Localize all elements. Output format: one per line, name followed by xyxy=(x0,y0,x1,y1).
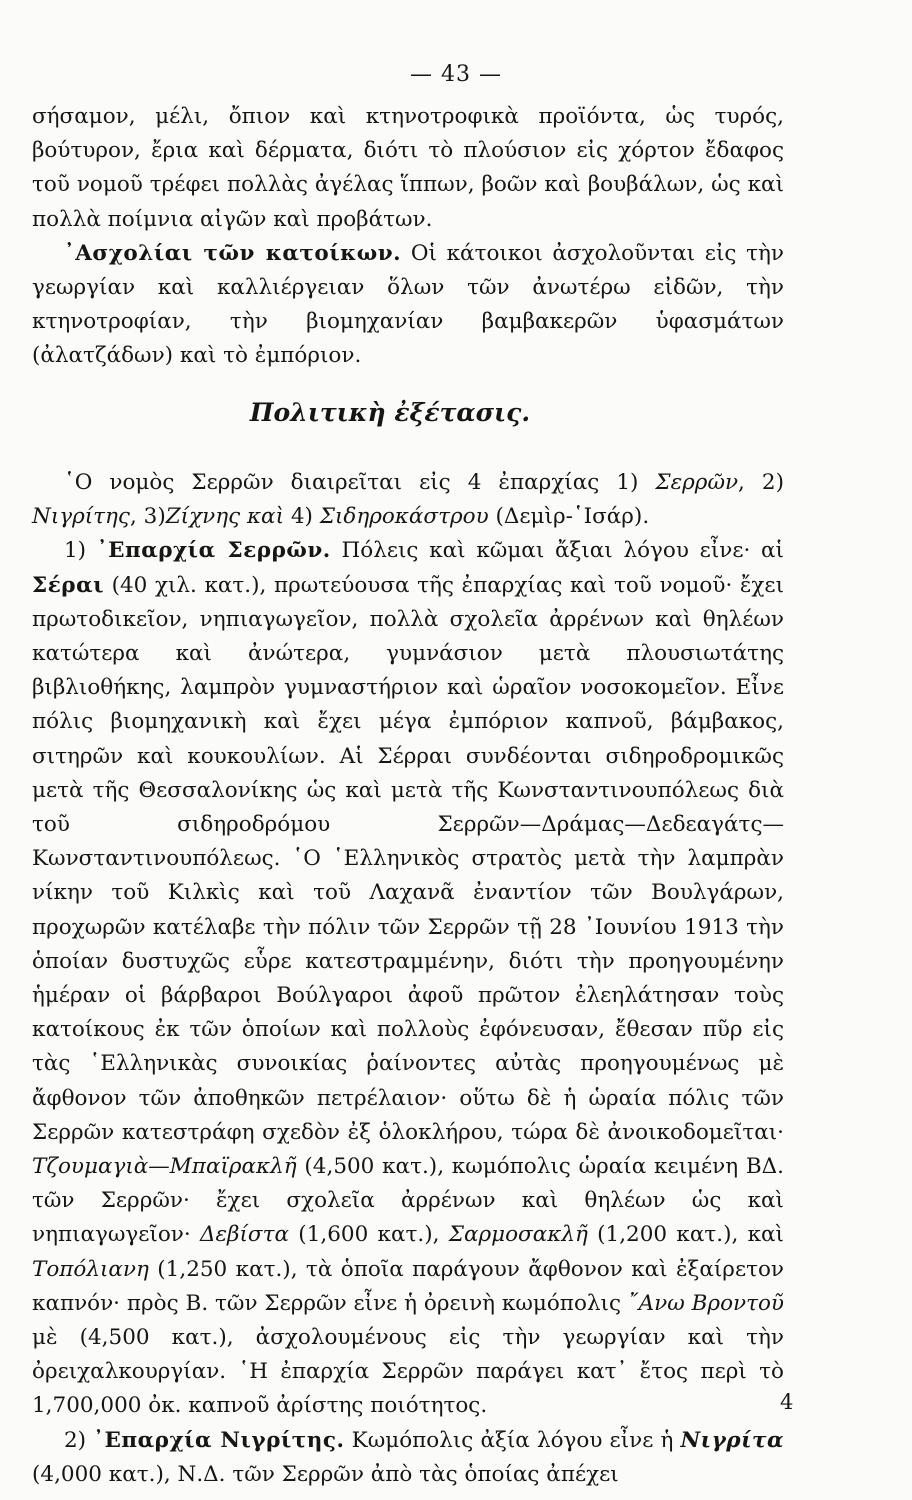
text-run: (4,500 κατ.), κωμόπολις ὡραία κειμένη ΒΔ. τῶν Σερρῶν· ἔχει σχολεῖα ἀρρένων καὶ θηλέων ὡς καὶ νηπιαγωγεῖον· xyxy=(32,1154,784,1248)
text-run: (4,000 κατ.), Ν.Δ. τῶν Σερρῶν ἀπὸ τὰς ὁποίας ἀπέχει xyxy=(32,1461,619,1487)
text-run: (40 χιλ. κατ.), πρωτεύουσα τῆς ἐπαρχίας καὶ τοῦ νομοῦ· ἔχει πρωτοδικεῖον, νηπιαγωγεῖον, πολλὰ σχολεῖα ἀρρένων καὶ θηλέων κατώτερα καὶ ἀνώτερα, γυμνάσιον μετὰ πλουσιωτάτης βιβλιοθήκης, λαμπρὸν γυμναστήριον καὶ ὡραῖον νοσοκομεῖον. Εἶνε πόλις βιομηχανικὴ καὶ ἔχει μέγα ἐμπόριον καπνοῦ, βάμβακος, σιτηρῶν καὶ κουκουλίων. Αἱ Σέρραι συνδέονται σιδηροδρομικῶς μετὰ τῆς Θεσσαλονίκης ὡς καὶ μετὰ τῆς Κωνσταντινουπόλεως διὰ τοῦ σιδηροδρόμου Σερρῶν—Δράμας—Δεδεαγάτς—Κωνσταντινουπόλεως. ῾Ο ῾Ελληνικὸς στρατὸς μετὰ τὴν λαμπρὰν νίκην τοῦ Κιλκὶς καὶ τοῦ Λαχανᾶ ἐναντίον τῶν Βουλγάρων, προχωρῶν κατέλαβε τὴν πόλιν τῶν Σερρῶν τῇ 28 ᾿Ιουνίου 1913 τὴν ὁποίαν δυστυχῶς εὗρε κατεστραμμένην, διότι τὴν προηγουμένην ἡμέραν οἱ βάρβαροι Βούλγαροι ἀφοῦ πρῶτον ἐλεηλάτησαν τοὺς κατοίκους ἐκ τῶν ὁποίων καὶ πολλοὺς ἐφόνευσαν, ἔθεσαν πῦρ εἰς τὰς ῾Ελληνικὰς συνοικίας ῥαίνοντες αὐτὰς προηγουμένως μὲ ἄφθονον τῶν ἀποθηκῶν πετρέλαιον· οὕτω δὲ ἡ ὡραία πόλις τῶν Σερρῶν κατεστράφη σχεδὸν ἐξ ὁλοκλήρου, τώρα δὲ ἀνοικοδομεῖται· xyxy=(32,572,784,1145)
italic-run: Τζουμαγιὰ—Μπαϊρακλῆ xyxy=(32,1154,297,1180)
bold-run: Σέραι xyxy=(32,572,105,598)
serres-paragraph xyxy=(32,534,784,1423)
division-paragraph xyxy=(32,466,784,534)
section-heading: Πολιτικὴ ἐξέτασις. xyxy=(249,398,531,427)
text-run: , 2) xyxy=(738,470,784,495)
italic-run: Σαρμοσακλῆ xyxy=(448,1222,588,1248)
body-text xyxy=(32,100,784,374)
body-text-lower xyxy=(32,466,784,1492)
text-run: (1,600 κατ.), xyxy=(289,1222,449,1248)
text-run: 2) xyxy=(64,1427,94,1453)
margin-number: 4 xyxy=(780,1390,794,1414)
text-run: ῾Ο νομὸς Σερρῶν διαιρεῖται εἰς 4 ἐπαρχίας 1) xyxy=(64,470,656,495)
text-run: μὲ (4,500 κατ.), ἀσχολουμένους εἰς τὴν γεωργίαν καὶ τὴν ὀρειχαλκουργίαν. ῾Η ἐπαρχία Σερρῶν παράγει κατ᾿ ἔτος περὶ τὸ 1,700,000 ὀκ. καπνοῦ ἀρίστης ποιότητος. xyxy=(32,1325,784,1419)
page-number: — 43 — xyxy=(410,62,502,87)
nigrita-heading: ᾿Επαρχία Νιγρίτης. xyxy=(93,1427,345,1453)
text-run: Πόλεις καὶ κῶμαι ἄξιαι λόγου εἶνε· αἱ xyxy=(330,538,784,564)
occupations-heading: ᾿Ασχολίαι τῶν κατοίκων. xyxy=(64,240,402,266)
italic-run: ῎Ανω Βροντοῦ xyxy=(627,1290,784,1316)
italic-run: Τοπόλιανη xyxy=(32,1256,149,1282)
occupations-text: Οἱ κάτοικοι ἀσχολοῦνται εἰς τὴν γεωργίαν καὶ καλλιέργειαν ὅλων τῶν ἀνωτέρω εἰδῶν, τὴν κτηνοτροφίαν, τὴν βιομηχανίαν βαμβακερῶν ὑφασμάτων (ἀλατζάδων) καὶ τὸ ἐμπόριον. xyxy=(32,240,784,369)
italic-run: Νιγρίτης xyxy=(32,504,130,530)
text-run: (1,250 κατ.), τὰ ὁποῖα παράγουν ἄφθονον καὶ ἐξαίρετον καπνόν· πρὸς Β. τῶν Σερρῶν εἶνε ἡ ὀρεινὴ κωμόπολις xyxy=(32,1256,784,1316)
nigrita-paragraph xyxy=(32,1424,784,1492)
italic-run: Σερρῶν xyxy=(655,470,739,495)
text-run: , 3) xyxy=(129,504,166,530)
italic-run: Ζίχνης καὶ xyxy=(165,504,285,530)
intro-paragraph: σήσαμον, μέλι, ὄπιον καὶ κτηνοτροφικὰ προϊόντα, ὡς τυρός, βούτυρον, ἔρια καὶ δέρματα, διότι τὸ πλούσιον εἰς χόρτον ἔδαφος τοῦ νομοῦ τρέφει πολλὰς ἀγέλας ἵππων, βοῶν καὶ βουβάλων, ὡς καὶ πολλὰ ποίμνια αἰγῶν καὶ προβάτων. xyxy=(32,104,784,232)
italic-run: Δεβίστα xyxy=(199,1222,289,1248)
occupations-paragraph xyxy=(32,237,784,374)
text-run: (Δεμὶρ-῾Ισάρ). xyxy=(488,504,650,530)
bold-italic-run: Νιγρίτα xyxy=(680,1427,784,1453)
text-run: 1) xyxy=(64,538,97,564)
text-run: 4) xyxy=(284,504,320,530)
serres-heading: ᾿Επαρχία Σερρῶν. xyxy=(96,538,331,564)
italic-run: Σιδηροκάστρου xyxy=(319,504,489,530)
text-run: (1,200 κατ.), καὶ xyxy=(587,1222,784,1248)
text-run: Κωμόπολις ἀξία λόγου εἶνε ἡ xyxy=(344,1427,681,1453)
